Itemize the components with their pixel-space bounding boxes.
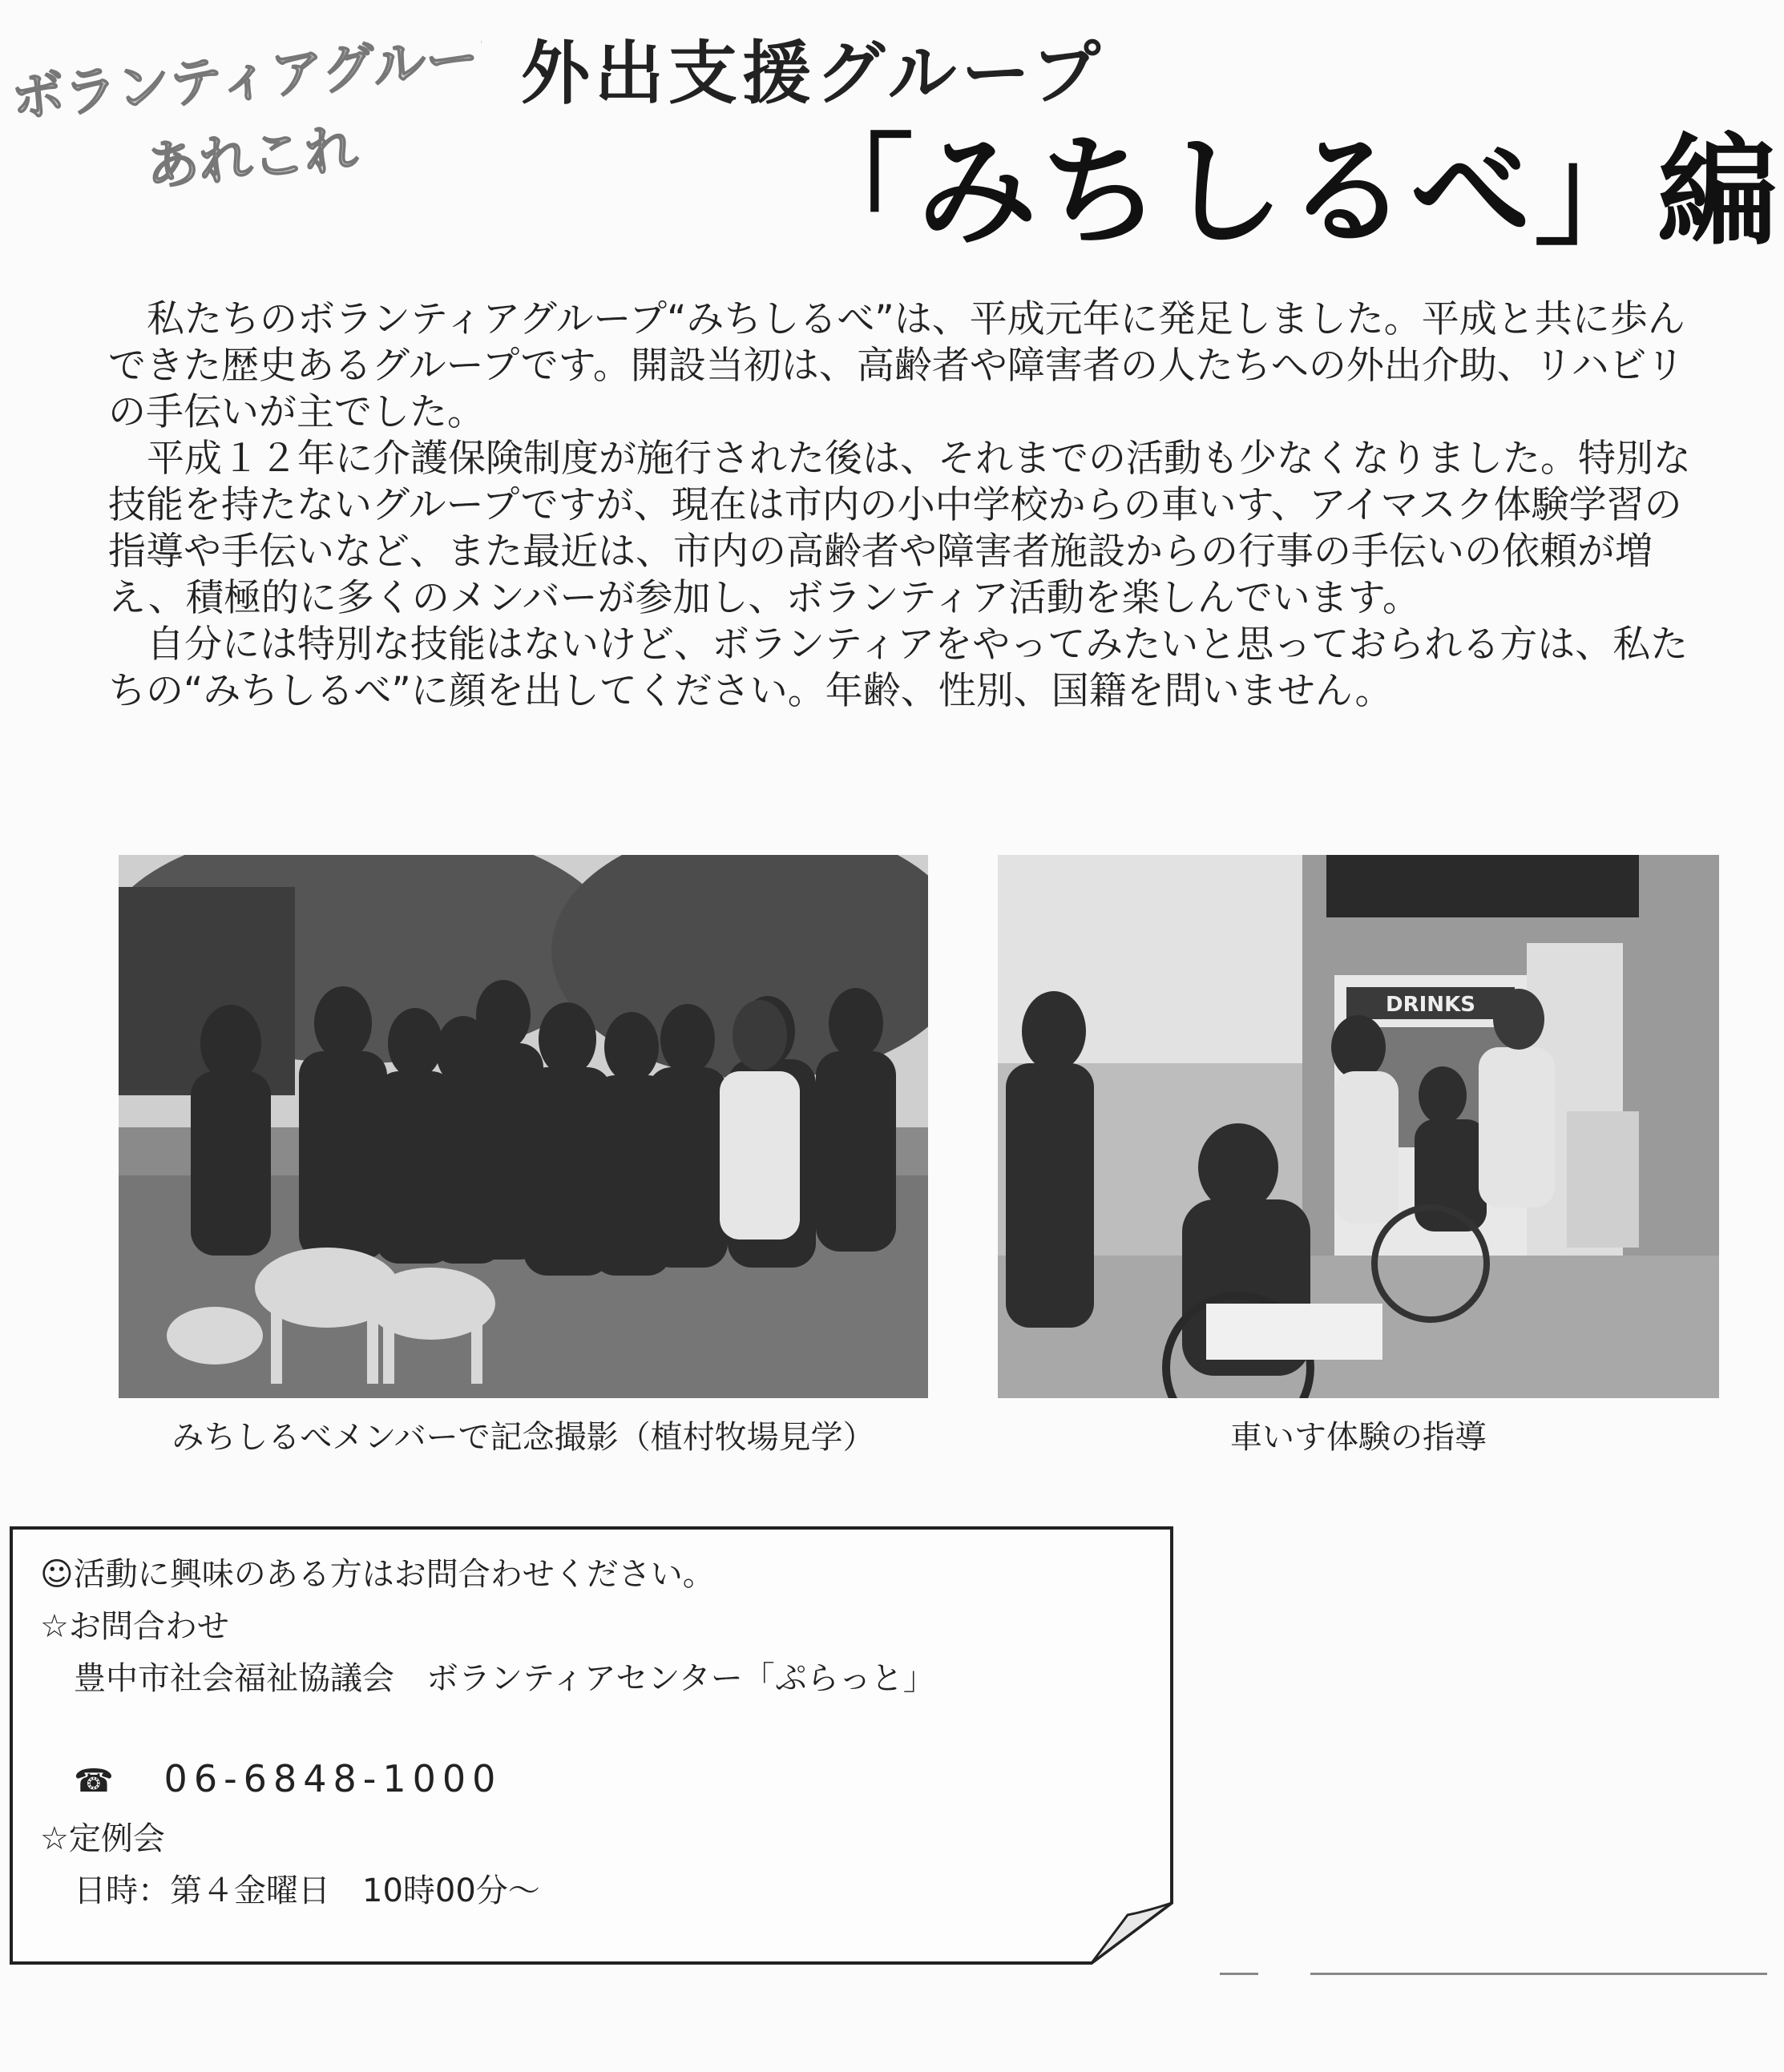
group-photo-caption: みちしるべメンバーで記念撮影（植村牧場見学） (172, 1419, 875, 1456)
drinks-sign: DRINKS (1386, 993, 1475, 1017)
title-subheading: 外出支援グループ (521, 34, 1106, 114)
contact-box (10, 1526, 1172, 1967)
group-logo (0, 0, 495, 245)
contact-intro: ☺活動に興味のある方はお問合わせください。 (40, 1556, 715, 1593)
organization-name: 豊中市社会福祉協議会 ボランティアセンター「ぷらっと」 (74, 1660, 935, 1697)
logo-line1: ボランティアグループ (9, 22, 496, 130)
logo-wordart (0, 0, 495, 245)
phone-icon: ☎ (74, 1763, 114, 1800)
wheelchair-photo (998, 855, 1719, 1398)
title-main: 「みちしるべ」編 (793, 123, 1782, 262)
article-body (108, 296, 1699, 715)
wheelchair-photo-caption: 車いす体験の指導 (1230, 1419, 1487, 1456)
phone-number[interactable]: 06-6848-1000 (163, 1757, 503, 1800)
paragraph-2: 平成１２年に介護保険制度が施行された後は、それまでの活動も少なくなりました。特別な技能を持たないグループですが、現在は市内の小中学校からの車いす、アイマスク体験学習の指導や手伝いなど、また最近は、市内の高齢者や障害者施設からの行事の手伝いの依頼が増え、積極的に多くのメンバーが参加し、ボランティア活動を楽しんでいます。 (108, 437, 1691, 620)
logo-line2: あれこれ (143, 118, 360, 199)
phone-line (74, 1757, 502, 1800)
inquiry-heading: ☆お問合わせ (40, 1608, 229, 1645)
meeting-heading: ☆定例会 (40, 1820, 165, 1857)
paragraph-3: 自分には特別な技能はないけど、ボランティアをやってみたいと思っておられる方は、私たちの“みちしるべ”に顔を出してください。年齢、性別、国籍を問いません。 (108, 623, 1689, 713)
divider-short (1220, 1973, 1258, 1975)
divider-long (1310, 1973, 1767, 1975)
meeting-time: 日時：第４金曜日 10時00分～ (74, 1872, 540, 1909)
paragraph-1: 私たちのボランティアグループ“みちしるべ”は、平成元年に発足しました。平成と共に歩んできた歴史あるグループです。開設当初は、高齢者や障害者の人たちへの外出介助、リハビリの手伝いが主でした。 (108, 297, 1685, 434)
group-photo (119, 855, 928, 1398)
